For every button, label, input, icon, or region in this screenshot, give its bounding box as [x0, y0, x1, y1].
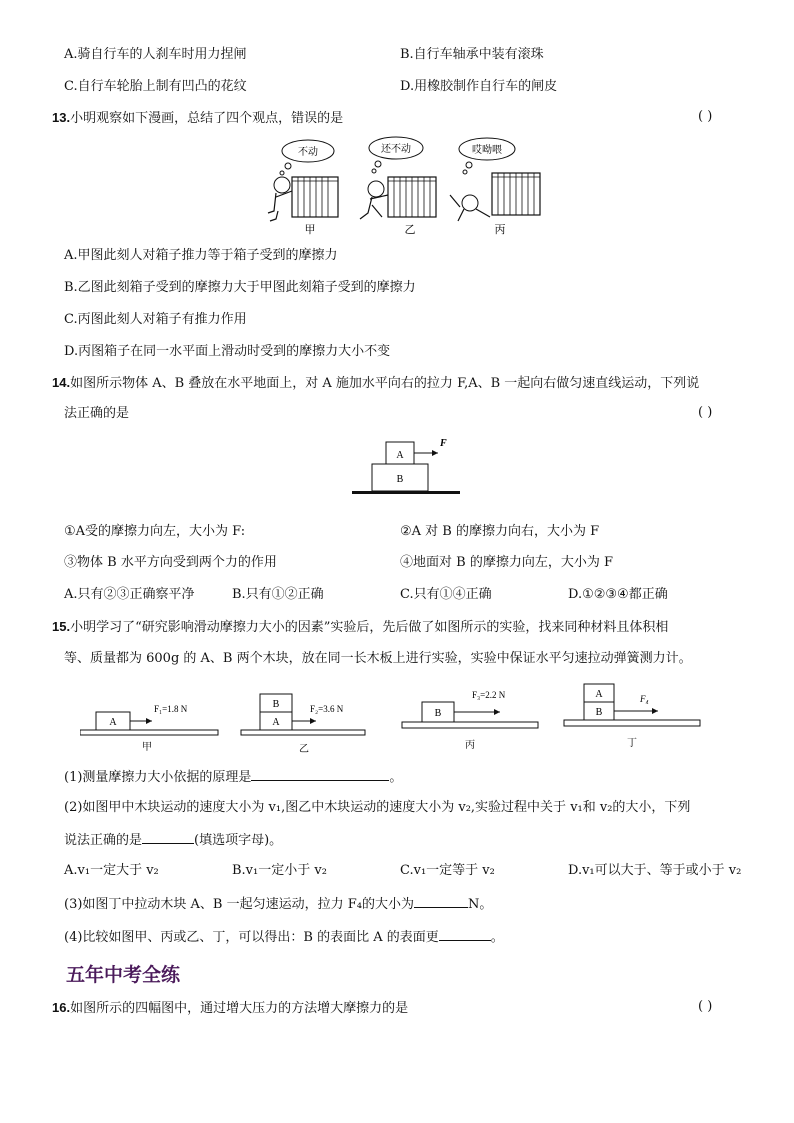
q15-figure-jia	[80, 698, 222, 756]
q15-yi-arrowhead-icon	[310, 718, 316, 724]
q15-bing-arrowhead-icon	[494, 709, 500, 715]
q13-label-jia: 甲	[304, 224, 316, 235]
q13-bubble-1	[280, 140, 334, 175]
q13-number: 13.	[52, 110, 71, 125]
q15-jia-block-label: A	[109, 717, 117, 728]
q15-sub4-end: 。	[490, 930, 504, 945]
q15-ding-top-label: A	[595, 689, 603, 700]
q15-sub2-option-c: C.v₁一定等于 v₂	[400, 863, 495, 878]
q15-ding-label: 丁	[627, 738, 637, 749]
q15-yi-bottom-label: A	[272, 717, 280, 728]
q14-statement-4: ④地面对 B 的摩擦力向左，大小为 F	[400, 555, 613, 570]
q15-sub1-blank[interactable]	[251, 767, 389, 781]
q12-option-a: A.骑自行车的人刹车时用力捏闸	[64, 47, 247, 62]
q13-label-yi: 乙	[404, 224, 416, 235]
q15-stem-line1	[52, 618, 668, 637]
q13-answer-paren: ( )	[698, 109, 713, 124]
q14-statement-1: ①A受的摩擦力向左，大小为 F:	[64, 524, 246, 539]
q15-jia-label: 甲	[142, 742, 152, 753]
q13-panel-yi	[360, 177, 436, 219]
q14-label-b: B	[396, 474, 404, 485]
q15-sub4-text: (4)比较如图甲、丙或乙、丁，可以得出：B 的表面比 A 的表面更	[64, 930, 439, 945]
q14-option-a: A.只有②③正确察平净	[64, 587, 195, 602]
q15-stem-text-1: 小明学习了“研究影响滑动摩擦力大小的因素”实验后，先后做了如图所示的实验，找来同种材料且体积相	[70, 620, 669, 635]
q15-figure-yi	[240, 688, 370, 756]
q13-option-a: A.甲图此刻人对箱子推力等于箱子受到的摩擦力	[64, 248, 338, 263]
q13-bubble-3	[459, 138, 515, 174]
q15-yi-top-label: B	[272, 699, 280, 710]
q15-sub3-end: N。	[468, 897, 493, 912]
q15-yi-label: 乙	[299, 744, 309, 755]
q13-label-bing: 丙	[494, 224, 506, 235]
q15-yi-board	[241, 730, 365, 735]
q13-cartoon	[264, 133, 554, 235]
q14-force-label: F	[440, 438, 447, 449]
q14-statement-2: ②A 对 B 的摩擦力向右，大小为 F	[400, 524, 600, 539]
q16-stem-text: 如图所示的四幅图中，通过增大压力的方法增大摩擦力的是	[70, 1001, 409, 1016]
q15-sub2-option-d: D.v₁可以大于、等于或小于 v₂	[568, 863, 742, 878]
q14-number: 14.	[52, 375, 71, 390]
q15-sub4	[64, 927, 504, 947]
q15-yi-force: F₂=3.6 N	[310, 704, 344, 714]
q14-option-b: B.只有①②正确	[232, 587, 324, 602]
q15-sub2-line2-end: (填选项字母)。	[194, 833, 283, 848]
q12-option-b: B.自行车轴承中装有滚珠	[400, 47, 544, 62]
q15-sub2-blank[interactable]	[142, 830, 194, 844]
q15-sub3	[64, 894, 492, 914]
q14-option-d: D.①②③④都正确	[568, 587, 668, 602]
q13-panel-bing	[450, 173, 540, 221]
q13-bubble-2	[369, 137, 423, 173]
q15-jia-board	[80, 730, 218, 735]
q15-bing-force: F₃=2.2 N	[472, 690, 506, 700]
q13-option-c: C.丙图此刻人对箱子有推力作用	[64, 312, 247, 327]
q13-bubble-text-1: 不动	[298, 147, 318, 158]
q13-option-d: D.丙图箱子在同一水平面上滑动时受到的摩擦力大小不变	[64, 344, 391, 359]
q13-panel-jia	[268, 177, 338, 221]
q14-figure	[350, 436, 462, 498]
q15-stem-line2: 等、质量都为 600g 的 A、B 两个木块，放在同一长木板上进行实验，实验中保证水平匀速拉动弹簧测力计。	[64, 651, 692, 666]
q15-sub2-line2-text: 说法正确的是	[64, 833, 143, 848]
q16-answer-paren: ( )	[698, 999, 713, 1014]
q15-sub1-end: 。	[389, 770, 403, 785]
q16-number: 16.	[52, 1000, 71, 1015]
q15-figure-bing	[400, 686, 542, 756]
q15-ding-arrowhead-icon	[652, 708, 658, 714]
q15-sub2-line1: (2)如图甲中木块运动的速度大小为 v₁,图乙中木块运动的速度大小为 v₂,实验过程中关于 v₁和 v₂的大小，下列	[64, 800, 691, 815]
q15-sub4-blank[interactable]	[439, 927, 491, 941]
q15-figure-ding	[562, 680, 704, 756]
q13-stem-text: 小明观察如下漫画，总结了四个观点，错误的是	[70, 111, 344, 126]
q14-label-a: A	[396, 450, 404, 461]
q14-answer-paren: ( )	[698, 405, 713, 420]
q15-sub3-blank[interactable]	[414, 894, 468, 908]
q15-ding-force: F₄	[640, 694, 649, 704]
q15-bing-label: 丙	[465, 740, 475, 751]
q13-bubble-text-3: 哎呦喂	[472, 145, 502, 156]
q15-number: 15.	[52, 619, 71, 634]
q14-stem-text-1: 如图所示物体 A、B 叠放在水平地面上，对 A 施加水平向右的拉力 F,A、B 一起向右做匀速直线运动，下列说	[70, 376, 700, 391]
q15-sub3-text: (3)如图丁中拉动木块 A、B 一起匀速运动，拉力 F₄的大小为	[64, 897, 414, 912]
q15-ding-bottom-label: B	[595, 707, 603, 718]
q15-ding-board	[564, 720, 700, 726]
q13-bubble-text-2: 还不动	[381, 144, 411, 155]
q14-ground	[352, 491, 460, 494]
q14-option-c: C.只有①④正确	[400, 587, 492, 602]
q14-stem-line1	[52, 374, 699, 393]
q12-option-c: C.自行车轮胎上制有凹凸的花纹	[64, 79, 247, 94]
q16-stem	[52, 999, 408, 1018]
q15-bing-board	[402, 722, 538, 728]
q15-bing-block-label: B	[434, 708, 442, 719]
q14-stem-line2: 法正确的是	[64, 406, 130, 421]
q14-arrowhead-icon	[432, 450, 438, 456]
q13-stem	[52, 109, 343, 128]
q15-sub2-option-a: A.v₁一定大于 v₂	[64, 863, 159, 878]
q13-option-b: B.乙图此刻箱子受到的摩擦力大于甲图此刻箱子受到的摩擦力	[64, 280, 416, 295]
section-title: 五年中考全练	[66, 964, 181, 986]
q15-sub1	[64, 767, 402, 787]
q15-jia-arrowhead-icon	[146, 718, 152, 724]
q15-sub2-line2	[64, 830, 282, 850]
q15-sub2-option-b: B.v₁一定小于 v₂	[232, 863, 327, 878]
q15-sub1-text: (1)测量摩擦力大小依据的原理是	[64, 770, 252, 785]
q15-jia-force: F₁=1.8 N	[154, 704, 188, 714]
q12-option-d: D.用橡胶制作自行车的闸皮	[400, 79, 558, 94]
q14-statement-3: ③物体 B 水平方向受到两个力的作用	[64, 555, 277, 570]
